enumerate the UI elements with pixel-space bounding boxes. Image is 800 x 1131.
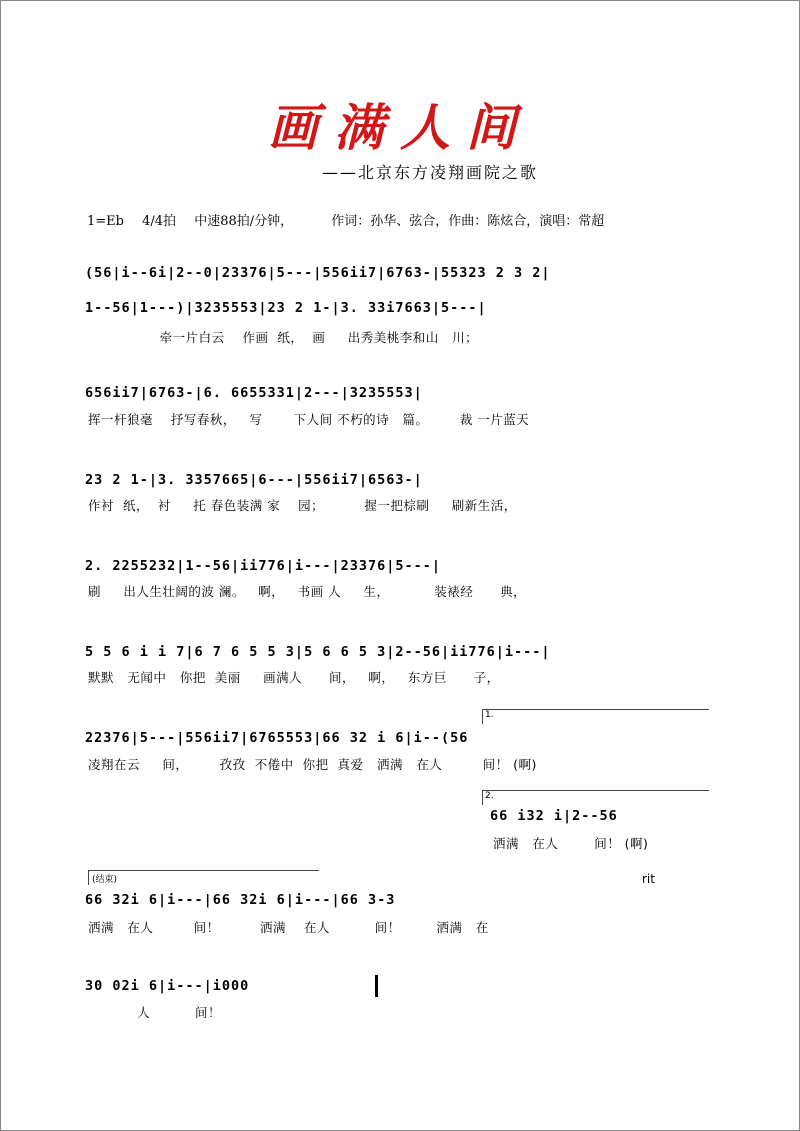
lyric-row-9: 洒满 在人 间！ 洒满 在人 间！ 洒满 在 (88, 920, 489, 935)
final-barline (375, 975, 378, 997)
lyric-row-10: 人 间！ (88, 1005, 221, 1020)
notation-row-1: (56|i--6i|2--0|23376|5---|556ii7|6763-|55323 2 3 2| (85, 265, 551, 281)
notation-row-4: 23 2 1-|3. 3357665|6---|556ii7|6563-| (85, 472, 423, 488)
notation-row-8: 66 i32 i|2--56 (490, 808, 618, 824)
notation-row-5: 2. 2255232|1--56|ii776|i---|23376|5---| (85, 558, 441, 574)
lyric-row-4: 作衬 纸， 衬 托 春色装满 家 园； 握一把棕刷 刷新生活， (88, 498, 517, 513)
ending-bracket (88, 870, 319, 885)
notation-row-9: 66 32i 6|i---|66 32i 6|i---|66 3-3 (85, 892, 396, 908)
song-meta (87, 210, 618, 229)
song-subtitle: ——北京东方凌翔画院之歌 (322, 163, 539, 182)
lyric-row-5: 刷 出人生壮阔的波 澜。 啊， 书画 人 生， 装裱经 典， (88, 584, 527, 599)
notation-row-10: 30 02i 6|i---|i000 (85, 978, 250, 994)
rit-marking: rit (642, 872, 655, 886)
volta-2-label: 2. (485, 791, 494, 801)
lyric-row-2: 牵一片白云 作画 纸， 画 出秀美桃李和山 川； (88, 330, 479, 345)
volta-2-bracket (482, 790, 709, 805)
volta-1-bracket (482, 709, 709, 724)
notation-row-3: 656ii7|6763-|6. 6655331|2---|3235553| (85, 385, 423, 401)
time-signature: 4/4拍 (142, 214, 177, 229)
lyric-row-6: 默默 无闻中 你把 美丽 画满人 间， 啊， 东方巨 子， (88, 670, 500, 685)
lyric-row-7: 凌翔在云 间， 孜孜 不倦中 你把 真爱 洒满 在人 间！ (啊) (88, 757, 537, 772)
notation-row-6: 5 5 6 i i 7|6 7 6 5 5 3|5 6 6 5 3|2--56|ii776|i---| (85, 644, 551, 660)
tempo: 中速88拍/分钟， (194, 214, 294, 229)
key-signature: 1=Eb (87, 214, 124, 229)
credits: 作词：孙华、弦合，作曲：陈炫合，演唱：常超 (331, 214, 605, 229)
lyric-row-8: 洒满 在人 间！ (啊) (493, 836, 649, 851)
ending-label: (结束) (92, 875, 118, 885)
song-title: 画满人间 (268, 98, 532, 157)
notation-row-2: 1--56|1---)|3235553|23 2 1-|3. 33i7663|5---| (85, 300, 487, 316)
volta-1-label: 1. (485, 710, 494, 720)
lyric-row-3: 挥一杆狼毫 抒写春秋， 写 下人间 不朽的诗 篇。 裁 一片蓝天 (88, 412, 530, 427)
notation-row-7: 22376|5---|556ii7|6765553|66 32 i 6|i--(56 (85, 730, 469, 746)
